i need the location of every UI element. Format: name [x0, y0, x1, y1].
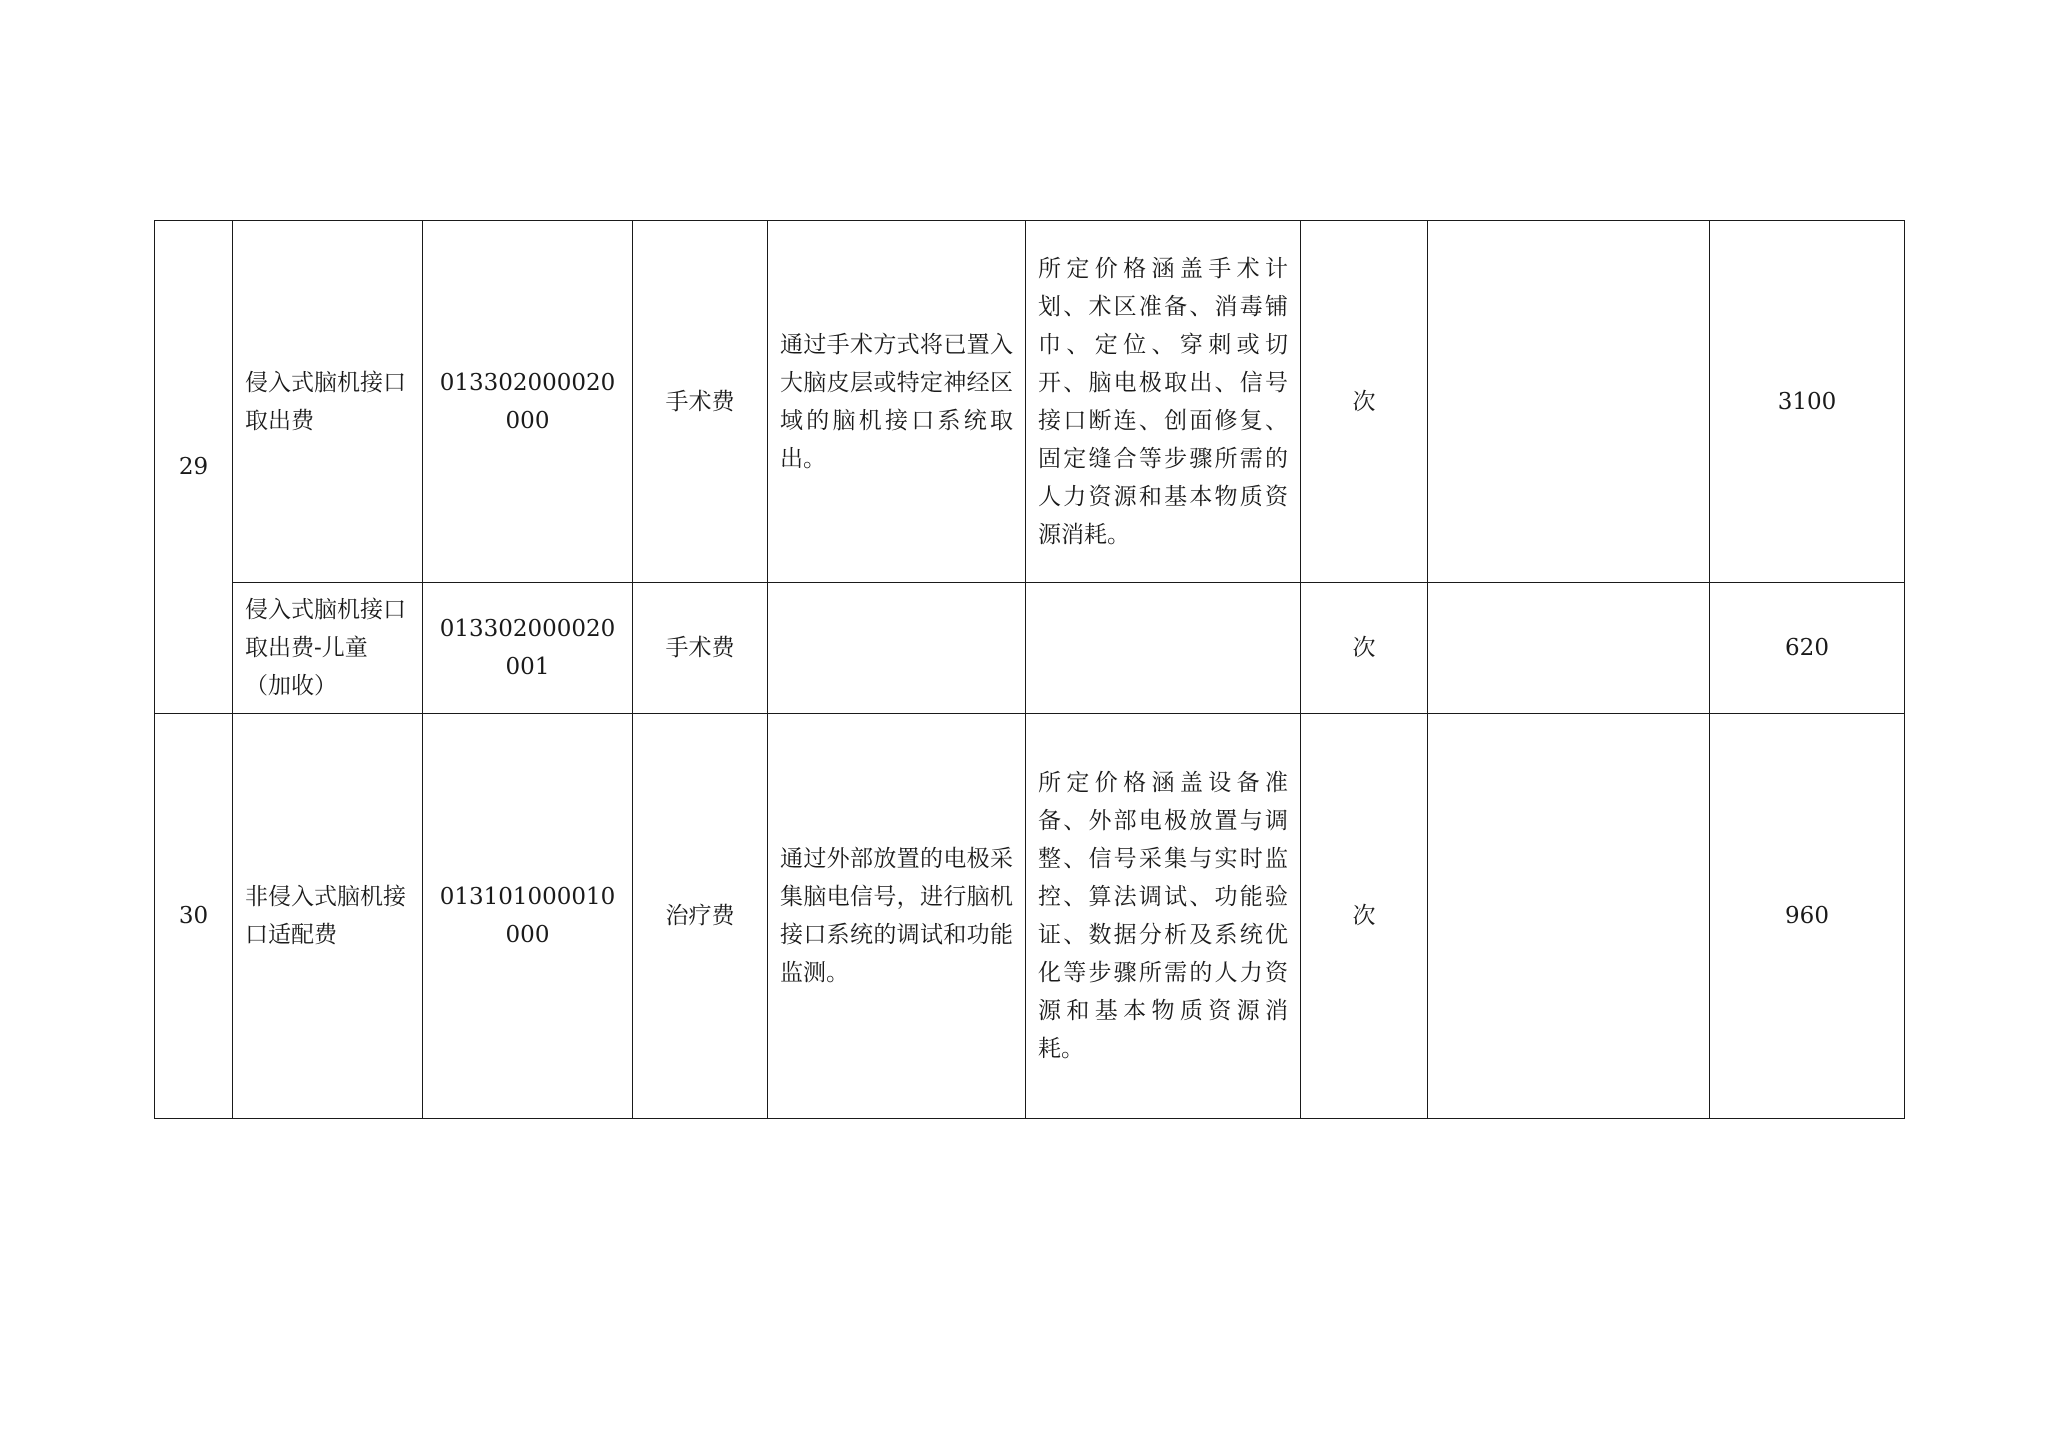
item-price: 620 [1710, 583, 1905, 714]
fee-category: 治疗费 [633, 714, 768, 1119]
item-number: 29 [155, 221, 233, 714]
item-number: 30 [155, 714, 233, 1119]
item-description: 通过手术方式将已置入大脑皮层或特定神经区域的脑机接口系统取出。 [768, 221, 1026, 583]
pricing-unit: 次 [1301, 221, 1428, 583]
fee-category: 手术费 [633, 221, 768, 583]
item-code: 013302000020001 [423, 583, 633, 714]
item-note [1428, 583, 1710, 714]
item-note [1428, 221, 1710, 583]
pricing-table [154, 220, 1905, 1119]
item-price: 3100 [1710, 221, 1905, 583]
pricing-unit: 次 [1301, 714, 1428, 1119]
item-code: 013101000010000 [423, 714, 633, 1119]
item-code: 013302000020000 [423, 221, 633, 583]
item-description [768, 583, 1026, 714]
item-name: 侵入式脑机接口取出费-儿童（加收） [233, 583, 423, 714]
fee-category: 手术费 [633, 583, 768, 714]
item-name: 非侵入式脑机接口适配费 [233, 714, 423, 1119]
table-row [155, 221, 1905, 583]
item-note [1428, 714, 1710, 1119]
service-output: 所定价格涵盖设备准备、外部电极放置与调整、信号采集与实时监控、算法调试、功能验证、数据分析及系统优化等步骤所需的人力资源和基本物质资源消耗。 [1026, 714, 1301, 1119]
service-output [1026, 583, 1301, 714]
item-name: 侵入式脑机接口取出费 [233, 221, 423, 583]
service-output: 所定价格涵盖手术计划、术区准备、消毒铺巾、定位、穿刺或切开、脑电极取出、信号接口断连、创面修复、固定缝合等步骤所需的人力资源和基本物质资源消耗。 [1026, 221, 1301, 583]
item-price: 960 [1710, 714, 1905, 1119]
item-description: 通过外部放置的电极采集脑电信号，进行脑机接口系统的调试和功能监测。 [768, 714, 1026, 1119]
table-row [155, 583, 1905, 714]
pricing-unit: 次 [1301, 583, 1428, 714]
table-row [155, 714, 1905, 1119]
